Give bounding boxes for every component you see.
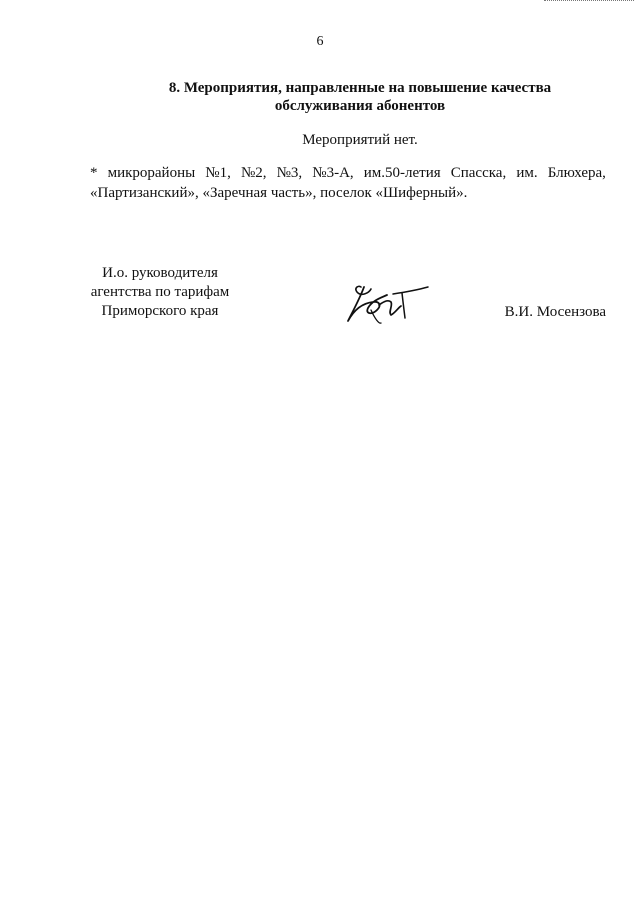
footnote-word: №3-А,: [312, 165, 354, 181]
page-number: 6: [316, 34, 324, 49]
footnote: [90, 163, 606, 203]
section-title-line-1: 8. Мероприятия, направленные на повышение качества: [168, 80, 552, 96]
footnote-line-1: [90, 163, 606, 183]
footnote-word: микрорайоны: [107, 165, 196, 181]
section-title-line-2: обслуживания абонентов: [274, 98, 446, 114]
signer-name: В.И. Мосензова: [504, 304, 606, 320]
scan-mark: [544, 0, 634, 6]
footnote-word: им.: [516, 165, 538, 181]
footnote-word: №1,: [205, 165, 231, 181]
signatory-position-line-3: Приморского края: [101, 303, 219, 319]
signatory-position-line-1: И.о. руководителя: [102, 265, 218, 281]
no-measures-text: Мероприятий нет.: [302, 132, 418, 148]
footnote-word: Спасска,: [450, 165, 507, 181]
handwritten-signature: [345, 280, 430, 328]
signatory-position-line-2: агентства по тарифам: [90, 284, 230, 300]
footnote-word: *: [90, 165, 98, 181]
footnote-word: №3,: [276, 165, 303, 181]
footnote-word: Блюхера,: [547, 165, 606, 181]
section-title: [90, 79, 630, 115]
footnote-word: №2,: [240, 165, 267, 181]
footnote-word: им.50-летия: [363, 165, 441, 181]
footnote-line-2: «Партизанский», «Заречная часть», поселок «Шиферный».: [90, 185, 468, 201]
signatory-position: [70, 264, 250, 321]
